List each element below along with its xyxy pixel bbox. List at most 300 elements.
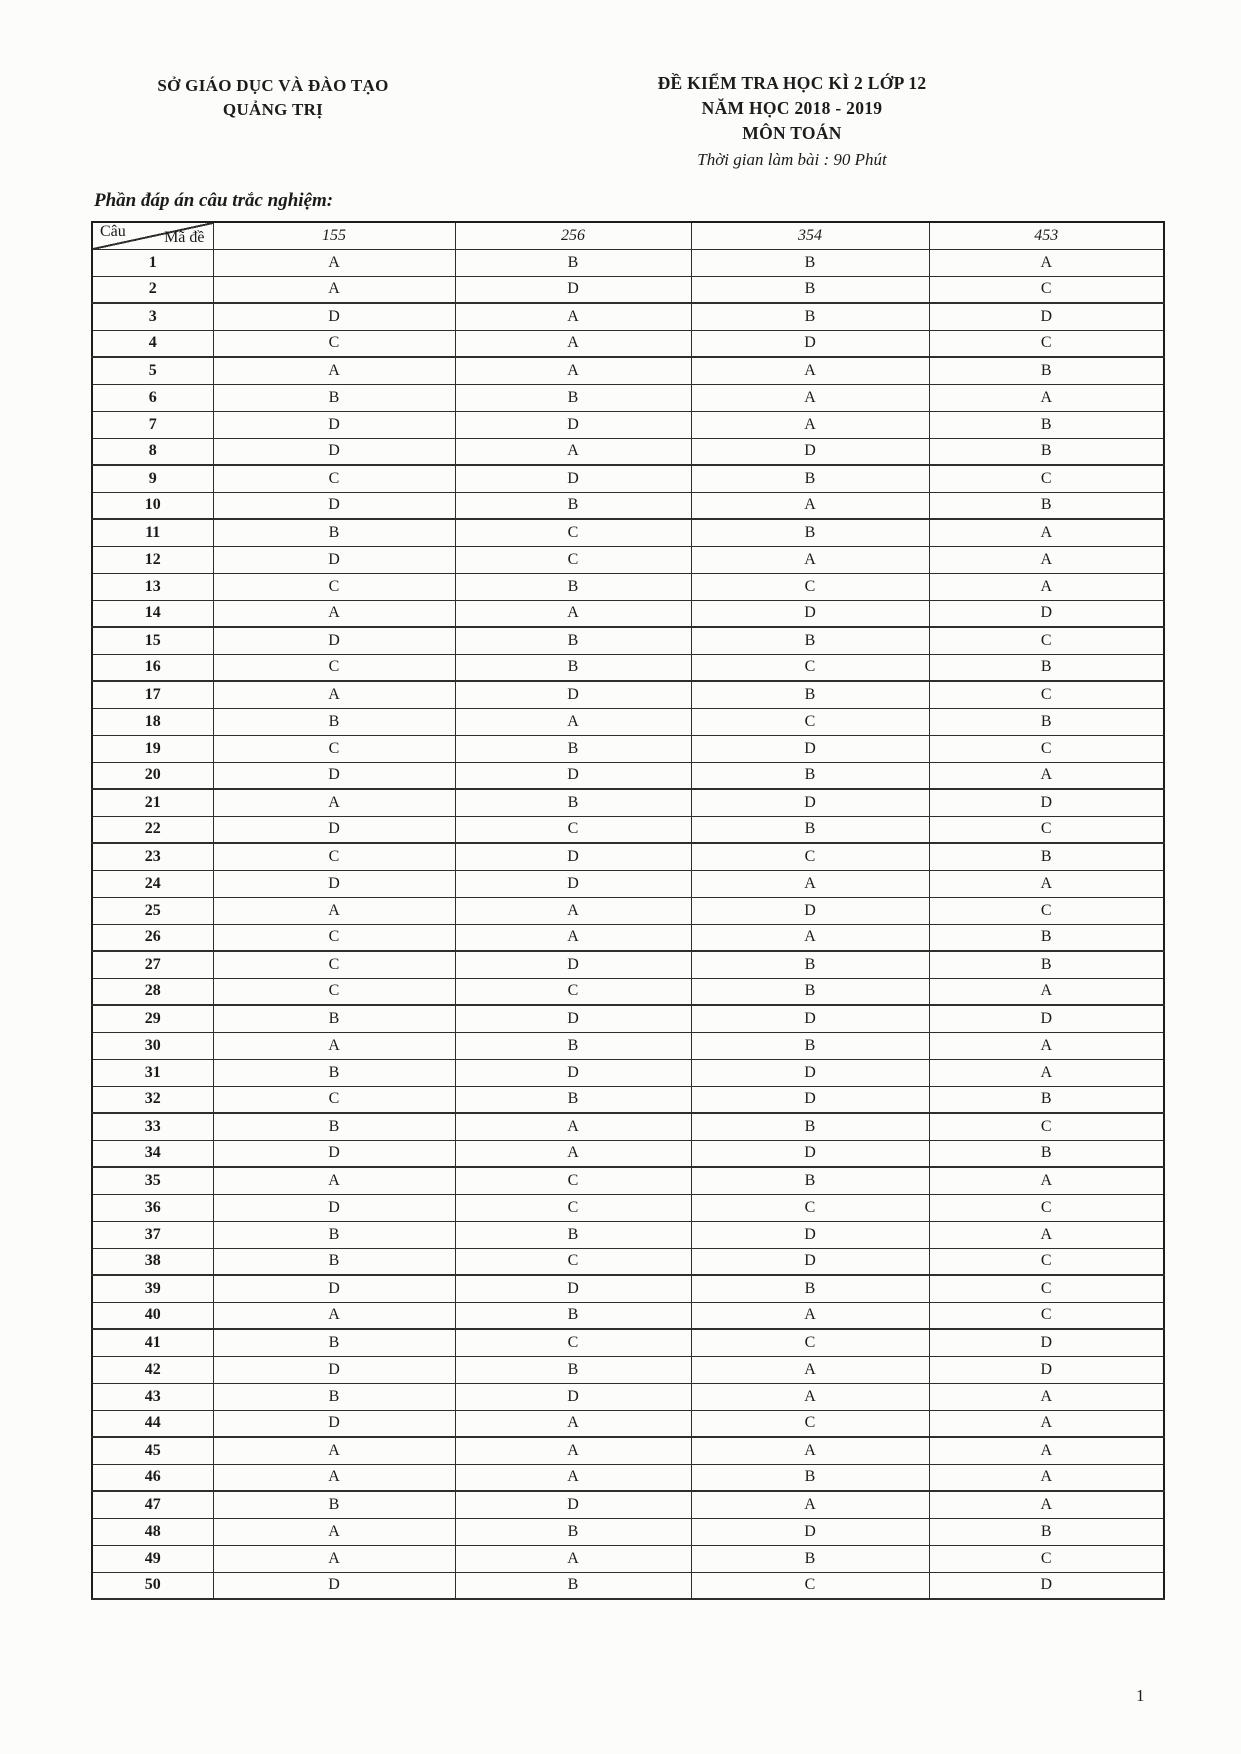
answer-cell: B (455, 384, 691, 411)
answer-cell: D (691, 1005, 929, 1032)
answer-cell: B (455, 1572, 691, 1599)
answer-key-table (91, 221, 1165, 1600)
answer-cell: C (691, 1329, 929, 1356)
answer-cell: A (691, 546, 929, 573)
table-row (92, 330, 1164, 357)
answer-cell: C (929, 897, 1164, 924)
exam-duration: Thời gian làm bài : 90 Phút (697, 150, 887, 169)
answer-cell: B (213, 1383, 455, 1410)
question-number: 30 (92, 1032, 213, 1059)
table-row (92, 1275, 1164, 1302)
answer-cell: B (213, 1329, 455, 1356)
answer-cell: D (213, 1356, 455, 1383)
table-row (92, 1194, 1164, 1221)
answer-cell: D (691, 735, 929, 762)
answer-cell: C (929, 735, 1164, 762)
table-row (92, 1329, 1164, 1356)
answer-cell: D (455, 276, 691, 303)
answer-cell: A (455, 1140, 691, 1167)
answer-cell: D (455, 411, 691, 438)
table-row (92, 843, 1164, 870)
answer-cell: D (929, 1356, 1164, 1383)
answer-cell: B (455, 1032, 691, 1059)
answer-cell: B (455, 1518, 691, 1545)
table-row (92, 708, 1164, 735)
answer-cell: B (213, 1248, 455, 1275)
table-row (92, 735, 1164, 762)
answer-cell: D (691, 1140, 929, 1167)
question-number: 19 (92, 735, 213, 762)
answer-cell: A (455, 303, 691, 330)
answer-cell: A (691, 411, 929, 438)
answer-cell: A (691, 1356, 929, 1383)
answer-cell: A (691, 384, 929, 411)
answer-cell: D (691, 1518, 929, 1545)
answer-cell: A (213, 249, 455, 276)
question-number: 33 (92, 1113, 213, 1140)
question-number: 16 (92, 654, 213, 681)
answer-cell: A (213, 1464, 455, 1491)
answer-cell: A (455, 1437, 691, 1464)
table-row (92, 627, 1164, 654)
table-row (92, 546, 1164, 573)
answer-cell: D (455, 1275, 691, 1302)
answer-cell: A (929, 870, 1164, 897)
exam-title: ĐỀ KIỂM TRA HỌC KÌ 2 LỚP 12 (657, 73, 927, 93)
question-number: 26 (92, 924, 213, 951)
table-row (92, 1221, 1164, 1248)
answer-cell: D (455, 1383, 691, 1410)
table-row (92, 1410, 1164, 1437)
answer-cell: A (691, 492, 929, 519)
column-header-exam-code: 453 (929, 222, 1164, 249)
question-number: 37 (92, 1221, 213, 1248)
corner-label-cau: Câu (100, 222, 126, 240)
question-number: 3 (92, 303, 213, 330)
answer-cell: B (455, 1221, 691, 1248)
answer-cell: D (213, 1275, 455, 1302)
question-number: 50 (92, 1572, 213, 1599)
question-number: 18 (92, 708, 213, 735)
answer-cell: A (929, 1464, 1164, 1491)
answer-cell: C (455, 1329, 691, 1356)
table-row (92, 303, 1164, 330)
question-number: 42 (92, 1356, 213, 1383)
answer-cell: C (455, 816, 691, 843)
answer-cell: A (929, 978, 1164, 1005)
answer-cell: C (213, 465, 455, 492)
question-number: 17 (92, 681, 213, 708)
answer-cell: A (213, 600, 455, 627)
answer-cell: A (455, 357, 691, 384)
answer-cell: C (213, 573, 455, 600)
page-number: 1 (1136, 1686, 1145, 1705)
answer-cell: C (691, 708, 929, 735)
table-row (92, 438, 1164, 465)
section-heading: Phần đáp án câu trắc nghiệm: (94, 190, 334, 211)
column-header-exam-code: 256 (455, 222, 691, 249)
answer-cell: D (691, 1221, 929, 1248)
question-number: 12 (92, 546, 213, 573)
table-row (92, 1032, 1164, 1059)
table-row (92, 1086, 1164, 1113)
question-number: 11 (92, 519, 213, 546)
table-row (92, 1248, 1164, 1275)
answer-cell: A (929, 1410, 1164, 1437)
answer-cell: D (455, 681, 691, 708)
question-number: 2 (92, 276, 213, 303)
answer-cell: A (455, 438, 691, 465)
question-number: 14 (92, 600, 213, 627)
answer-cell: A (213, 681, 455, 708)
answer-cell: B (929, 843, 1164, 870)
answer-cell: C (213, 924, 455, 951)
answer-cell: B (929, 1518, 1164, 1545)
answer-cell: D (455, 870, 691, 897)
question-number: 15 (92, 627, 213, 654)
table-row (92, 1140, 1164, 1167)
answer-cell: B (691, 951, 929, 978)
table-row (92, 1383, 1164, 1410)
answer-cell: A (455, 1410, 691, 1437)
answer-cell: B (691, 303, 929, 330)
answer-cell: B (691, 1167, 929, 1194)
question-number: 45 (92, 1437, 213, 1464)
question-number: 46 (92, 1464, 213, 1491)
table-row (92, 357, 1164, 384)
answer-cell: B (213, 519, 455, 546)
answer-cell: A (929, 762, 1164, 789)
table-row (92, 1356, 1164, 1383)
answer-cell: B (455, 573, 691, 600)
question-number: 39 (92, 1275, 213, 1302)
answer-cell: B (213, 708, 455, 735)
answer-cell: D (213, 1410, 455, 1437)
answer-cell: B (691, 816, 929, 843)
answer-cell: A (455, 1464, 691, 1491)
answer-cell: A (455, 600, 691, 627)
answer-cell: C (213, 330, 455, 357)
table-row (92, 951, 1164, 978)
answer-cell: D (455, 762, 691, 789)
answer-table-body (92, 249, 1164, 1599)
question-number: 7 (92, 411, 213, 438)
answer-cell: A (213, 1437, 455, 1464)
answer-cell: A (929, 1059, 1164, 1086)
table-row (92, 978, 1164, 1005)
answer-cell: A (929, 1167, 1164, 1194)
question-number: 24 (92, 870, 213, 897)
answer-cell: B (691, 681, 929, 708)
answer-cell: A (455, 708, 691, 735)
question-number: 25 (92, 897, 213, 924)
answer-cell: B (213, 1059, 455, 1086)
answer-cell: B (691, 249, 929, 276)
exam-school-year: NĂM HỌC 2018 - 2019 (701, 98, 883, 118)
answer-cell: B (691, 1032, 929, 1059)
answer-cell: C (929, 1275, 1164, 1302)
answer-cell: D (691, 600, 929, 627)
answer-cell: C (213, 843, 455, 870)
answer-cell: C (213, 735, 455, 762)
answer-cell: A (213, 1032, 455, 1059)
question-number: 4 (92, 330, 213, 357)
question-number: 36 (92, 1194, 213, 1221)
answer-cell: C (213, 951, 455, 978)
answer-cell: D (213, 1140, 455, 1167)
question-number: 6 (92, 384, 213, 411)
table-row (92, 573, 1164, 600)
table-row (92, 816, 1164, 843)
answer-cell: A (929, 519, 1164, 546)
answer-cell: A (691, 1302, 929, 1329)
authority-province: QUẢNG TRỊ (222, 100, 324, 119)
question-number: 41 (92, 1329, 213, 1356)
question-number: 29 (92, 1005, 213, 1032)
answer-cell: C (213, 654, 455, 681)
answer-cell: B (691, 1113, 929, 1140)
answer-cell: A (213, 1518, 455, 1545)
answer-cell: A (929, 1383, 1164, 1410)
answer-cell: D (213, 816, 455, 843)
answer-cell: C (691, 654, 929, 681)
question-number: 44 (92, 1410, 213, 1437)
answer-cell: B (929, 438, 1164, 465)
answer-cell: C (929, 1302, 1164, 1329)
answer-cell: B (929, 951, 1164, 978)
answer-cell: A (929, 546, 1164, 573)
question-number: 9 (92, 465, 213, 492)
answer-cell: B (455, 249, 691, 276)
answer-cell: C (691, 843, 929, 870)
answer-cell: C (691, 573, 929, 600)
answer-cell: A (929, 384, 1164, 411)
question-number: 21 (92, 789, 213, 816)
answer-cell: B (213, 1005, 455, 1032)
answer-cell: D (455, 1491, 691, 1518)
answer-cell: A (455, 1545, 691, 1572)
question-number: 40 (92, 1302, 213, 1329)
answer-cell: B (455, 492, 691, 519)
answer-cell: B (213, 1113, 455, 1140)
table-row (92, 762, 1164, 789)
answer-cell: B (213, 1491, 455, 1518)
answer-cell: B (929, 708, 1164, 735)
answer-cell: A (691, 870, 929, 897)
question-number: 47 (92, 1491, 213, 1518)
answer-cell: C (929, 816, 1164, 843)
answer-cell: A (213, 357, 455, 384)
answer-cell: B (929, 492, 1164, 519)
table-row (92, 519, 1164, 546)
table-row (92, 897, 1164, 924)
answer-cell: A (691, 1491, 929, 1518)
answer-cell: D (691, 438, 929, 465)
answer-cell: D (929, 1572, 1164, 1599)
answer-cell: A (213, 1302, 455, 1329)
table-row (92, 681, 1164, 708)
answer-cell: B (213, 1221, 455, 1248)
table-row (92, 465, 1164, 492)
answer-cell: C (455, 1248, 691, 1275)
answer-cell: A (929, 573, 1164, 600)
answer-cell: A (691, 1437, 929, 1464)
issuing-authority-block (118, 74, 428, 122)
answer-cell: A (455, 1113, 691, 1140)
answer-cell: A (929, 1032, 1164, 1059)
answer-cell: B (691, 762, 929, 789)
answer-cell: D (213, 1194, 455, 1221)
answer-cell: C (455, 546, 691, 573)
answer-cell: C (691, 1410, 929, 1437)
question-number: 5 (92, 357, 213, 384)
answer-cell: D (455, 1005, 691, 1032)
table-row (92, 600, 1164, 627)
answer-cell: D (213, 1572, 455, 1599)
answer-cell: D (929, 789, 1164, 816)
answer-cell: B (929, 411, 1164, 438)
table-row (92, 924, 1164, 951)
question-number: 34 (92, 1140, 213, 1167)
answer-cell: D (929, 1329, 1164, 1356)
table-row (92, 789, 1164, 816)
table-row (92, 384, 1164, 411)
table-row (92, 249, 1164, 276)
question-number: 38 (92, 1248, 213, 1275)
answer-cell: B (691, 627, 929, 654)
question-number: 32 (92, 1086, 213, 1113)
answer-cell: C (929, 681, 1164, 708)
answer-cell: B (455, 627, 691, 654)
answer-cell: D (691, 1086, 929, 1113)
answer-cell: D (213, 762, 455, 789)
answer-cell: B (929, 1140, 1164, 1167)
answer-cell: C (691, 1572, 929, 1599)
question-number: 13 (92, 573, 213, 600)
question-number: 48 (92, 1518, 213, 1545)
answer-cell: D (691, 897, 929, 924)
answer-cell: C (455, 978, 691, 1005)
answer-cell: B (691, 465, 929, 492)
answer-cell: C (929, 1194, 1164, 1221)
question-number: 43 (92, 1383, 213, 1410)
answer-cell: A (213, 1167, 455, 1194)
authority-name: SỞ GIÁO DỤC VÀ ĐÀO TẠO (157, 76, 389, 95)
question-number: 31 (92, 1059, 213, 1086)
answer-cell: B (455, 1356, 691, 1383)
table-row (92, 1545, 1164, 1572)
table-row (92, 1437, 1164, 1464)
answer-cell: C (213, 1086, 455, 1113)
answer-cell: D (213, 870, 455, 897)
answer-cell: D (213, 546, 455, 573)
question-number: 20 (92, 762, 213, 789)
answer-cell: C (929, 276, 1164, 303)
answer-cell: D (213, 627, 455, 654)
answer-cell: B (455, 789, 691, 816)
table-row (92, 1059, 1164, 1086)
table-row (92, 492, 1164, 519)
answer-cell: A (213, 1545, 455, 1572)
answer-cell: D (213, 411, 455, 438)
answer-cell: B (213, 384, 455, 411)
question-number: 23 (92, 843, 213, 870)
answer-cell: C (929, 627, 1164, 654)
answer-cell: B (929, 654, 1164, 681)
answer-cell: B (929, 924, 1164, 951)
exam-title-block (592, 71, 992, 172)
table-row (92, 1464, 1164, 1491)
answer-cell: A (213, 276, 455, 303)
table-row (92, 1518, 1164, 1545)
answer-cell: B (929, 1086, 1164, 1113)
answer-cell: A (455, 897, 691, 924)
table-row (92, 276, 1164, 303)
answer-cell: D (691, 1248, 929, 1275)
answer-cell: A (455, 924, 691, 951)
table-row (92, 1167, 1164, 1194)
answer-cell: D (213, 492, 455, 519)
answer-cell: D (455, 465, 691, 492)
answer-cell: C (929, 1113, 1164, 1140)
table-row (92, 1302, 1164, 1329)
answer-cell: B (691, 1545, 929, 1572)
answer-cell: D (691, 330, 929, 357)
answer-cell: C (455, 519, 691, 546)
question-number: 35 (92, 1167, 213, 1194)
question-number: 28 (92, 978, 213, 1005)
answer-cell: D (929, 303, 1164, 330)
answer-cell: C (929, 1545, 1164, 1572)
answer-cell: C (213, 978, 455, 1005)
question-number: 8 (92, 438, 213, 465)
answer-cell: B (929, 357, 1164, 384)
answer-cell: D (213, 438, 455, 465)
answer-cell: B (691, 276, 929, 303)
table-row (92, 1113, 1164, 1140)
answer-cell: D (455, 951, 691, 978)
answer-cell: A (691, 1383, 929, 1410)
answer-cell: D (691, 1059, 929, 1086)
question-number: 22 (92, 816, 213, 843)
answer-cell: A (213, 789, 455, 816)
question-number: 1 (92, 249, 213, 276)
answer-cell: B (455, 654, 691, 681)
answer-cell: A (929, 1221, 1164, 1248)
table-row (92, 1005, 1164, 1032)
column-header-exam-code: 354 (691, 222, 929, 249)
column-header-exam-code: 155 (213, 222, 455, 249)
answer-cell: B (691, 978, 929, 1005)
answer-cell: C (929, 465, 1164, 492)
answer-cell: A (691, 924, 929, 951)
answer-cell: D (213, 303, 455, 330)
answer-cell: B (455, 1302, 691, 1329)
answer-cell: A (691, 357, 929, 384)
answer-cell: B (691, 519, 929, 546)
answer-cell: A (213, 897, 455, 924)
table-row (92, 654, 1164, 681)
answer-cell: A (455, 330, 691, 357)
answer-cell: C (691, 1194, 929, 1221)
answer-cell: A (929, 1437, 1164, 1464)
exam-subject: MÔN TOÁN (742, 123, 842, 143)
answer-cell: D (455, 843, 691, 870)
table-row (92, 1572, 1164, 1599)
table-row (92, 1491, 1164, 1518)
answer-cell: A (929, 249, 1164, 276)
answer-cell: D (929, 600, 1164, 627)
